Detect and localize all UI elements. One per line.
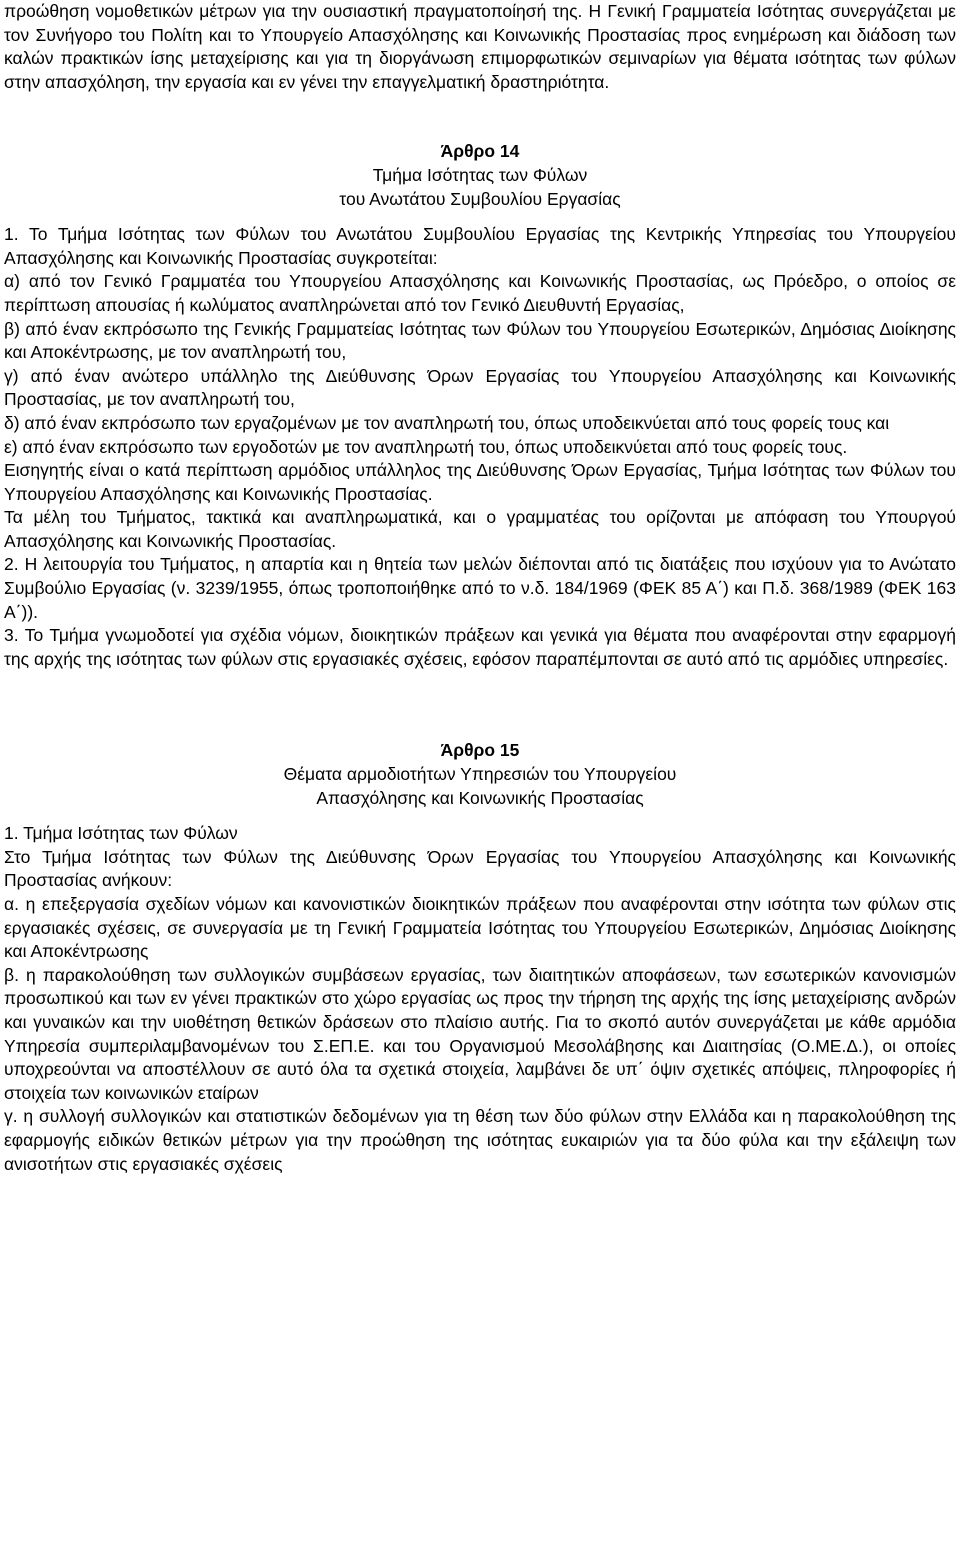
article-14-heading: Άρθρο 14 — [440, 141, 520, 162]
article-14-para-d: δ) από έναν εκπρόσωπο των εργαζομένων με τον αναπληρωτή του, όπως υποδεικνύεται από τους φορείς τους και — [4, 412, 890, 433]
article-14-para-c: γ) από έναν ανώτερο υπάλληλο της Διεύθυνσης Όρων Εργασίας του Υπουργείου Απασχόλησης και Κοινωνικής Προστασίας, με τον αναπληρωτή του, — [4, 365, 956, 410]
article-14-para-2: 2. Η λειτουργία του Τμήματος, η απαρτία και η θητεία των μελών διέπονται από τις διατάξεις που ισχύουν για το Ανώτατο Συμβούλιο Εργασίας (ν. 3239/1955, όπως τροποποιήθηκε από το ν.δ. 184/1969 (ΦΕΚ 85 Α΄) και Π.δ. 368/1989 (ΦΕΚ 163 Α΄)). — [4, 554, 956, 622]
article-14-rapporteur: Εισηγητής είναι ο κατά περίπτωση αρμόδιος υπάλληλος της Διεύθυνσης Όρων Εργασίας, Τμήμα Ισότητας των Φύλων του Υπουργείου Απασχόλησης και Κοινωνικής Προστασίας. — [4, 460, 956, 504]
article-14 — [4, 140, 956, 671]
article-14-para-1: 1. Το Τμήμα Ισότητας των Φύλων του Ανωτάτου Συμβουλίου Εργασίας της Κεντρικής Υπηρεσίας του Υπουργείου Απασχόλησης και Κοινωνικής Προστασίας συγκροτείται: — [4, 224, 956, 268]
article-15-heading: Άρθρο 15 — [440, 740, 520, 761]
article-15-title-line1: Θέματα αρμοδιοτήτων Υπηρεσιών του Υπουργείου — [283, 764, 677, 785]
article-15-item-c: γ. η συλλογή συλλογικών και στατιστικών δεδομένων για τη θέση των δύο φύλων στην Ελλάδα και η παρακολούθηση της εφαρμογής ειδικών θετικών μέτρων για την προώθηση της ισότητας ευκαιριών για τα δύο φύλα και την εξάλειψη των ανισοτήτων στις εργασιακές σχέσεις — [4, 1106, 956, 1174]
article-14-para-3: 3. Το Τμήμα γνωμοδοτεί για σχέδια νόμων, διοικητικών πράξεων και γενικά για θέματα που αναφέρονται στην εφαρμογή της αρχής της ισότητας των φύλων στις εργασιακές σχέσεις, εφόσον παραπέμπονται σε αυτό από τις αρμόδιες υπηρεσίες. — [4, 625, 956, 669]
article-15-item-b: β. η παρακολούθηση των συλλογικών συμβάσεων εργασίας, των διαιτητικών αποφάσεων, των εσωτερικών κανονισμών προσωπικού και των εν γένει πρακτικών στο χώρο εργασίας ως προς την τήρηση της αρχής της ίσης μεταχείρισης ανδρών και γυναικών και την υιοθέτηση θετικών δράσεων στο πλαίσιο αυτής. Για το σκοπό αυτόν συνεργάζεται με κάθε αρμόδια Υπηρεσία συμπεριλαμβανομένων του Σ.ΕΠ.Ε. και του Οργανισμού Μεσολάβησης και Διαιτησίας (Ο.ΜΕ.Δ.), οι οποίες υποχρεούνται να αποστέλλουν σε αυτό όλα τα σχετικά στοιχεία, λαμβάνει δε υπ΄ όψιν σχετικές απόψεις, πληροφορίες ή στοιχεία των κοινωνικών εταίρων — [4, 964, 956, 1103]
article-14-title-line2: του Ανωτάτου Συμβουλίου Εργασίας — [339, 188, 621, 209]
intro-paragraph: προώθηση νομοθετικών μέτρων για την ουσιαστική πραγματοποίησή της. Η Γενική Γραμματεία Ισότητας συνεργάζεται με τον Συνήγορο του Πολίτη και το Υπουργείο Απασχόλησης και Κοινωνικής Προστασίας προς ενημέρωση και διάδοση των καλών πρακτικών ίσης μεταχείρισης και για τη διοργάνωση επιμορφωτικών σεμιναρίων για θέματα ισότητας των φύλων στην απασχόληση, την εργασία και εν γένει την επαγγελματική δραστηριότητα. — [4, 1, 956, 92]
article-15-item-a: α. η επεξεργασία σχεδίων νόμων και κανονιστικών διοικητικών πράξεων που αναφέρονται στην ισότητα των φύλων στις εργασιακές σχέσεις, σε συνεργασία με τη Γενική Γραμματεία Ισότητας του Υπουργείου Εσωτερικών, Δημόσιας Διοίκησης και Αποκέντρωσης — [4, 894, 956, 962]
article-14-title-line1: Τμήμα Ισότητας των Φύλων — [372, 164, 588, 185]
article-15-title-line2: Απασχόλησης και Κοινωνικής Προστασίας — [316, 787, 644, 808]
article-15-subheading: 1. Τμήμα Ισότητας των Φύλων — [4, 823, 238, 844]
article-14-members: Τα μέλη του Τμήματος, τακτικά και αναπληρωματικά, και ο γραμματέας του ορίζονται με απόφαση του Υπουργού Απασχόλησης και Κοινωνικής Προστασίας. — [4, 507, 956, 551]
article-15-intro: Στο Τμήμα Ισότητας των Φύλων της Διεύθυνσης Όρων Εργασίας του Υπουργείου Απασχόλησης και Κοινωνικής Προστασίας ανήκουν: — [4, 846, 956, 891]
article-14-para-b: β) από έναν εκπρόσωπο της Γενικής Γραμματείας Ισότητας των Φύλων του Υπουργείου Εσωτερικών, Δημόσιας Διοίκησης και Αποκέντρωσης, με τον αναπληρωτή του, — [4, 318, 956, 363]
article-14-para-e: ε) από έναν εκπρόσωπο των εργοδοτών με τον αναπληρωτή του, όπως υποδεικνύεται από τους φορείς τους. — [4, 436, 848, 457]
article-15 — [4, 739, 956, 1176]
article-14-para-a: α) από τον Γενικό Γραμματέα του Υπουργείου Απασχόλησης και Κοινωνικής Προστασίας, ως Πρόεδρο, ο οποίος σε περίπτωση απουσίας ή κωλύματος αναπληρώνεται από τον Γενικό Διευθυντή Εργασίας, — [4, 271, 956, 315]
